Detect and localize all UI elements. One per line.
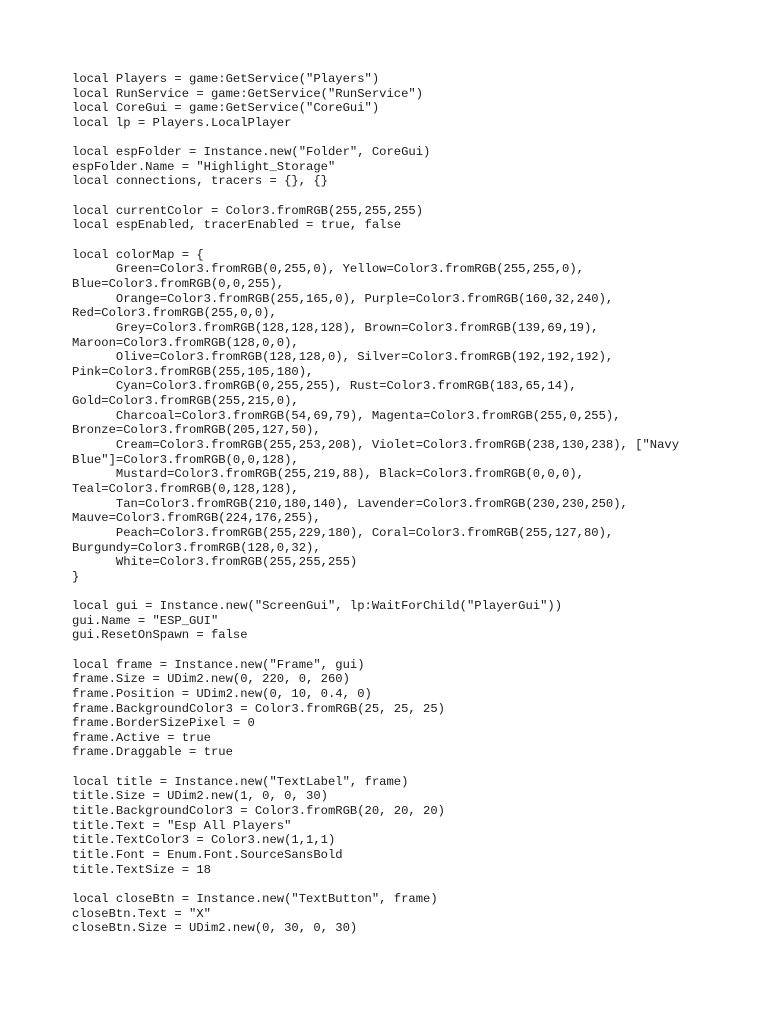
blank-line [72, 760, 732, 775]
code-line: local RunService = game:GetService("RunService") [72, 86, 424, 101]
code-line: White=Color3.fromRGB(255,255,255) [72, 555, 358, 570]
code-line: local frame = Instance.new("Frame", gui) [72, 657, 365, 672]
code-line: title.BackgroundColor3 = Color3.fromRGB(20, 20, 20) [72, 804, 445, 819]
blank-line [72, 643, 732, 658]
code-line: local Players = game:GetService("Players") [72, 72, 380, 86]
code-line: Grey=Color3.fromRGB(128,128,128), Brown=Color3.fromRGB(139,69,19), [72, 320, 599, 335]
code-line: local espFolder = Instance.new("Folder", CoreGui) [72, 145, 431, 160]
code-line: Bronze=Color3.fromRGB(205,127,50), [72, 423, 321, 438]
code-line: Red=Color3.fromRGB(255,0,0), [72, 306, 277, 321]
code-line: Blue=Color3.fromRGB(0,0,255), [72, 276, 285, 291]
code-line: Cyan=Color3.fromRGB(0,255,255), Rust=Color3.fromRGB(183,65,14), [72, 379, 577, 394]
code-line: gui.ResetOnSpawn = false [72, 628, 248, 643]
code-line: local currentColor = Color3.fromRGB(255,255,255) [72, 203, 424, 218]
code-line: local gui = Instance.new("ScreenGui", lp:WaitForChild("PlayerGui")) [72, 599, 563, 614]
code-line: Charcoal=Color3.fromRGB(54,69,79), Magenta=Color3.fromRGB(255,0,255), [72, 408, 621, 423]
code-line: title.Font = Enum.Font.SourceSansBold [72, 847, 343, 862]
code-line: Cream=Color3.fromRGB(255,253,208), Violet=Color3.fromRGB(238,130,238), ["Navy [72, 438, 680, 453]
code-line: Mustard=Color3.fromRGB(255,219,88), Black=Color3.fromRGB(0,0,0), [72, 467, 584, 482]
code-line: Green=Color3.fromRGB(0,255,0), Yellow=Color3.fromRGB(255,255,0), [72, 262, 584, 277]
blank-line [72, 233, 732, 248]
code-line: Blue"]=Color3.fromRGB(0,0,128), [72, 452, 299, 467]
code-line: frame.Active = true [72, 730, 211, 745]
code-line: frame.BorderSizePixel = 0 [72, 716, 255, 731]
code-line: title.TextColor3 = Color3.new(1,1,1) [72, 833, 336, 848]
code-line: closeBtn.Text = "X" [72, 906, 211, 921]
code-line: Olive=Color3.fromRGB(128,128,0), Silver=Color3.fromRGB(192,192,192), [72, 350, 614, 365]
code-line: closeBtn.Size = UDim2.new(0, 30, 0, 30) [72, 921, 358, 936]
code-line: frame.Size = UDim2.new(0, 220, 0, 260) [72, 672, 350, 687]
code-line: espFolder.Name = "Highlight_Storage" [72, 159, 336, 174]
code-line: frame.BackgroundColor3 = Color3.fromRGB(25, 25, 25) [72, 701, 445, 716]
code-block [72, 72, 732, 936]
code-line: frame.Draggable = true [72, 745, 233, 760]
code-line: frame.Position = UDim2.new(0, 10, 0.4, 0) [72, 686, 372, 701]
code-line: local closeBtn = Instance.new("TextButton", frame) [72, 891, 438, 906]
code-line: gui.Name = "ESP_GUI" [72, 613, 219, 628]
code-line: Teal=Color3.fromRGB(0,128,128), [72, 481, 299, 496]
code-line: Mauve=Color3.fromRGB(224,176,255), [72, 511, 321, 526]
code-line: title.TextSize = 18 [72, 862, 211, 877]
code-line: Orange=Color3.fromRGB(255,165,0), Purple=Color3.fromRGB(160,32,240), [72, 291, 614, 306]
code-line: title.Text = "Esp All Players" [72, 818, 292, 833]
blank-line [72, 131, 732, 146]
code-line: Burgundy=Color3.fromRGB(128,0,32), [72, 540, 321, 555]
code-line: Gold=Color3.fromRGB(255,215,0), [72, 394, 299, 409]
code-line: Peach=Color3.fromRGB(255,229,180), Coral=Color3.fromRGB(255,127,80), [72, 525, 614, 540]
code-line: local lp = Players.LocalPlayer [72, 115, 292, 130]
code-line: } [72, 569, 80, 584]
code-line: local espEnabled, tracerEnabled = true, false [72, 218, 402, 233]
code-line: Tan=Color3.fromRGB(210,180,140), Lavender=Color3.fromRGB(230,230,250), [72, 496, 628, 511]
blank-line [72, 877, 732, 892]
code-line: local colorMap = { [72, 247, 204, 262]
code-line: local connections, tracers = {}, {} [72, 174, 328, 189]
code-line: Pink=Color3.fromRGB(255,105,180), [72, 364, 314, 379]
blank-line [72, 189, 732, 204]
code-line: local title = Instance.new("TextLabel", frame) [72, 774, 409, 789]
blank-line [72, 584, 732, 599]
code-line: title.Size = UDim2.new(1, 0, 0, 30) [72, 789, 328, 804]
code-line: Maroon=Color3.fromRGB(128,0,0), [72, 335, 299, 350]
code-line: local CoreGui = game:GetService("CoreGui") [72, 101, 380, 116]
